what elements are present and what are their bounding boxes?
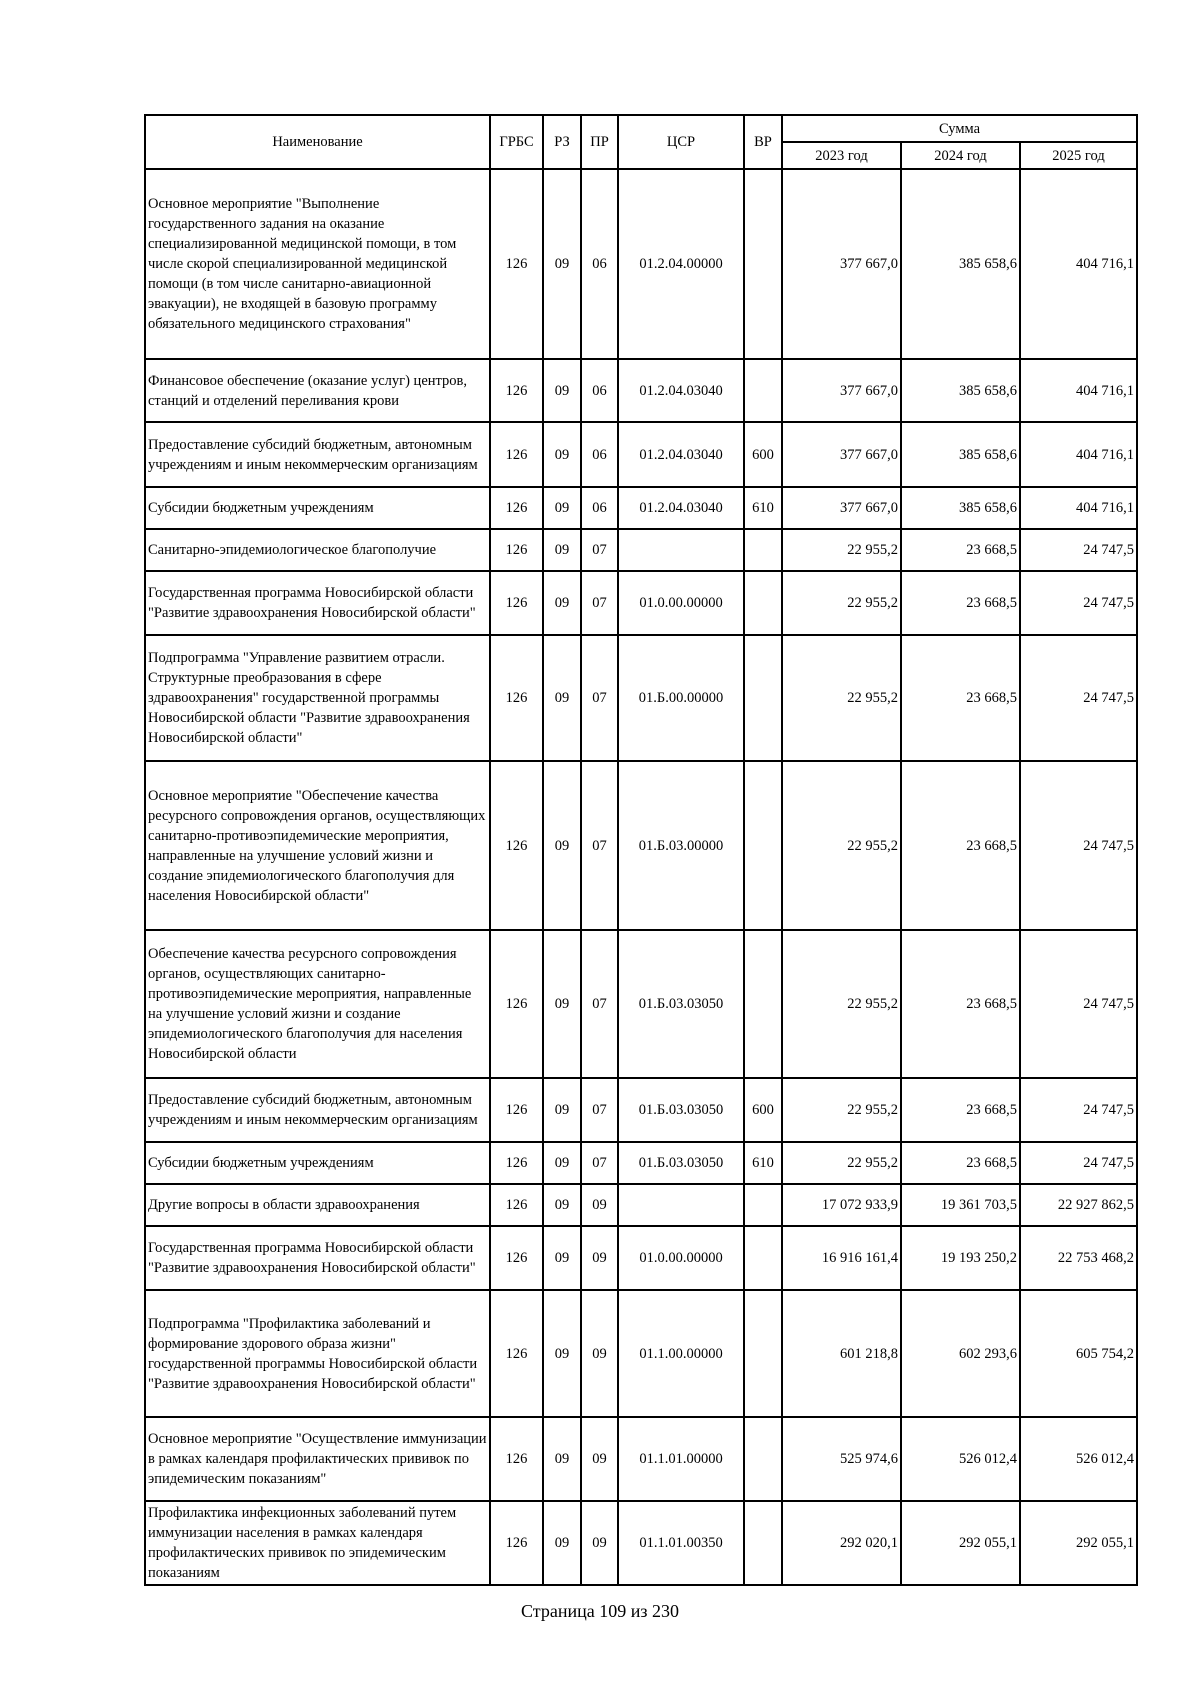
row-2025: 404 716,1: [1020, 487, 1137, 529]
row-vr: 600: [744, 422, 782, 487]
row-grbs: 126: [490, 1078, 543, 1142]
row-2025: 24 747,5: [1020, 1078, 1137, 1142]
row-vr: [744, 1290, 782, 1417]
row-2024: 385 658,6: [901, 422, 1020, 487]
row-2025: 292 055,1: [1020, 1501, 1137, 1585]
row-rz: 09: [543, 1078, 581, 1142]
row-name: Основное мероприятие "Осуществление иммунизации в рамках календаря профилактических прививок по эпидемическим показаниям": [145, 1417, 490, 1501]
row-name: Государственная программа Новосибирской области "Развитие здравоохранения Новосибирской области": [145, 571, 490, 635]
row-vr: 610: [744, 487, 782, 529]
row-pr: 07: [581, 571, 618, 635]
row-2023: 292 020,1: [782, 1501, 901, 1585]
row-csr: 01.0.00.00000: [618, 571, 744, 635]
row-name: Подпрограмма "Профилактика заболеваний и формирование здорового образа жизни" государственной программы Новосибирской области "Развитие здравоохранения Новосибирской области": [145, 1290, 490, 1417]
row-grbs: 126: [490, 761, 543, 930]
row-pr: 09: [581, 1226, 618, 1290]
row-2025: 22 927 862,5: [1020, 1184, 1137, 1226]
row-name: Основное мероприятие "Обеспечение качества ресурсного сопровождения органов, осуществляющих санитарно-противоэпидемические мероприятия, направленные на улучшение условий жизни и создание эпидемиологического благополучия для населения Новосибирской области": [145, 761, 490, 930]
row-vr: [744, 571, 782, 635]
row-grbs: 126: [490, 635, 543, 761]
row-grbs: 126: [490, 571, 543, 635]
row-grbs: 126: [490, 359, 543, 422]
row-rz: 09: [543, 635, 581, 761]
row-2023: 16 916 161,4: [782, 1226, 901, 1290]
row-2023: 22 955,2: [782, 930, 901, 1078]
row-grbs: 126: [490, 1142, 543, 1184]
row-2024: 385 658,6: [901, 169, 1020, 359]
row-pr: 06: [581, 422, 618, 487]
table-row: [145, 930, 1137, 1078]
table-row: [145, 169, 1137, 359]
row-2024: 19 193 250,2: [901, 1226, 1020, 1290]
row-name: Субсидии бюджетным учреждениям: [145, 1142, 490, 1184]
row-pr: 07: [581, 1078, 618, 1142]
row-name: Обеспечение качества ресурсного сопровождения органов, осуществляющих санитарно-противоэпидемические мероприятия, направленные на улучшение условий жизни и создание эпидемиологического благополучия для населения Новосибирской области: [145, 930, 490, 1078]
row-2023: 22 955,2: [782, 1078, 901, 1142]
row-pr: 07: [581, 635, 618, 761]
row-pr: 07: [581, 761, 618, 930]
row-vr: 610: [744, 1142, 782, 1184]
row-grbs: 126: [490, 1226, 543, 1290]
row-2023: 22 955,2: [782, 635, 901, 761]
row-rz: 09: [543, 1290, 581, 1417]
row-vr: [744, 359, 782, 422]
row-name: Субсидии бюджетным учреждениям: [145, 487, 490, 529]
row-rz: 09: [543, 1142, 581, 1184]
row-vr: [744, 930, 782, 1078]
header-2025: 2025 год: [1020, 142, 1137, 169]
table-row: [145, 571, 1137, 635]
header-csr: ЦСР: [618, 115, 744, 169]
row-csr: 01.Б.00.00000: [618, 635, 744, 761]
row-csr: 01.0.00.00000: [618, 1226, 744, 1290]
row-csr: 01.1.00.00000: [618, 1290, 744, 1417]
row-csr: 01.2.04.00000: [618, 169, 744, 359]
row-name: Предоставление субсидий бюджетным, автономным учреждениям и иным некоммерческим организациям: [145, 422, 490, 487]
row-2024: 292 055,1: [901, 1501, 1020, 1585]
table-row: [145, 1501, 1137, 1585]
table-row: [145, 1226, 1137, 1290]
row-csr: 01.2.04.03040: [618, 422, 744, 487]
row-2025: 24 747,5: [1020, 1142, 1137, 1184]
row-name: Профилактика инфекционных заболеваний путем иммунизации населения в рамках календаря профилактических прививок по эпидемическим показаниям: [145, 1501, 490, 1585]
row-vr: [744, 761, 782, 930]
row-grbs: 126: [490, 529, 543, 571]
row-2025: 24 747,5: [1020, 571, 1137, 635]
header-vr: ВР: [744, 115, 782, 169]
row-grbs: 126: [490, 1184, 543, 1226]
row-csr: [618, 1184, 744, 1226]
row-csr: 01.Б.03.00000: [618, 761, 744, 930]
table-row: [145, 487, 1137, 529]
row-vr: [744, 1417, 782, 1501]
table-row: [145, 761, 1137, 930]
row-2025: 24 747,5: [1020, 761, 1137, 930]
row-2023: 377 667,0: [782, 422, 901, 487]
row-rz: 09: [543, 169, 581, 359]
row-pr: 07: [581, 529, 618, 571]
row-2023: 17 072 933,9: [782, 1184, 901, 1226]
row-2023: 22 955,2: [782, 571, 901, 635]
table-row: [145, 1184, 1137, 1226]
row-name: Государственная программа Новосибирской области "Развитие здравоохранения Новосибирской области": [145, 1226, 490, 1290]
row-name: Предоставление субсидий бюджетным, автономным учреждениям и иным некоммерческим организациям: [145, 1078, 490, 1142]
row-2023: 22 955,2: [782, 761, 901, 930]
row-2025: 605 754,2: [1020, 1290, 1137, 1417]
row-vr: [744, 529, 782, 571]
row-pr: 09: [581, 1417, 618, 1501]
row-csr: 01.Б.03.03050: [618, 1078, 744, 1142]
row-rz: 09: [543, 1226, 581, 1290]
row-rz: 09: [543, 359, 581, 422]
header-2023: 2023 год: [782, 142, 901, 169]
table-row: [145, 422, 1137, 487]
row-pr: 06: [581, 487, 618, 529]
row-2024: 23 668,5: [901, 1142, 1020, 1184]
row-pr: 06: [581, 169, 618, 359]
row-name: Санитарно-эпидемиологическое благополучие: [145, 529, 490, 571]
page-number: Страница 109 из 230: [521, 1601, 679, 1621]
row-pr: 07: [581, 1142, 618, 1184]
row-2023: 22 955,2: [782, 529, 901, 571]
row-2023: 601 218,8: [782, 1290, 901, 1417]
row-csr: 01.1.01.00350: [618, 1501, 744, 1585]
row-2025: 22 753 468,2: [1020, 1226, 1137, 1290]
row-csr: 01.Б.03.03050: [618, 1142, 744, 1184]
row-2024: 385 658,6: [901, 359, 1020, 422]
row-grbs: 126: [490, 1417, 543, 1501]
table-row: [145, 635, 1137, 761]
row-grbs: 126: [490, 1501, 543, 1585]
row-2025: 24 747,5: [1020, 635, 1137, 761]
row-2024: 23 668,5: [901, 1078, 1020, 1142]
row-2025: 404 716,1: [1020, 422, 1137, 487]
row-pr: 06: [581, 359, 618, 422]
row-vr: [744, 169, 782, 359]
row-vr: [744, 635, 782, 761]
row-vr: [744, 1184, 782, 1226]
row-2024: 385 658,6: [901, 487, 1020, 529]
row-2023: 377 667,0: [782, 169, 901, 359]
row-grbs: 126: [490, 169, 543, 359]
budget-table-container: [144, 114, 1136, 1586]
header-name: Наименование: [145, 115, 490, 169]
table-row: [145, 1142, 1137, 1184]
row-2024: 19 361 703,5: [901, 1184, 1020, 1226]
row-grbs: 126: [490, 487, 543, 529]
row-grbs: 126: [490, 422, 543, 487]
row-name: Другие вопросы в области здравоохранения: [145, 1184, 490, 1226]
row-pr: 09: [581, 1184, 618, 1226]
row-2024: 23 668,5: [901, 761, 1020, 930]
table-row: [145, 529, 1137, 571]
row-rz: 09: [543, 487, 581, 529]
row-rz: 09: [543, 529, 581, 571]
row-vr: [744, 1501, 782, 1585]
row-2025: 24 747,5: [1020, 529, 1137, 571]
row-rz: 09: [543, 1184, 581, 1226]
row-2024: 526 012,4: [901, 1417, 1020, 1501]
row-2025: 404 716,1: [1020, 359, 1137, 422]
table-row: [145, 1417, 1137, 1501]
row-vr: 600: [744, 1078, 782, 1142]
row-csr: 01.2.04.03040: [618, 487, 744, 529]
table-row: [145, 1078, 1137, 1142]
row-rz: 09: [543, 930, 581, 1078]
row-grbs: 126: [490, 1290, 543, 1417]
row-rz: 09: [543, 1417, 581, 1501]
row-rz: 09: [543, 761, 581, 930]
row-pr: 09: [581, 1501, 618, 1585]
row-2023: 22 955,2: [782, 1142, 901, 1184]
table-row: [145, 1290, 1137, 1417]
table-row: [145, 359, 1137, 422]
row-2024: 602 293,6: [901, 1290, 1020, 1417]
row-2024: 23 668,5: [901, 571, 1020, 635]
row-2024: 23 668,5: [901, 635, 1020, 761]
row-csr: 01.2.04.03040: [618, 359, 744, 422]
row-2023: 377 667,0: [782, 487, 901, 529]
row-pr: 09: [581, 1290, 618, 1417]
row-csr: 01.Б.03.03050: [618, 930, 744, 1078]
row-2025: 24 747,5: [1020, 930, 1137, 1078]
header-rz: РЗ: [543, 115, 581, 169]
row-csr: 01.1.01.00000: [618, 1417, 744, 1501]
header-pr: ПР: [581, 115, 618, 169]
row-2024: 23 668,5: [901, 529, 1020, 571]
row-rz: 09: [543, 422, 581, 487]
header-grbs: ГРБС: [490, 115, 543, 169]
row-csr: [618, 529, 744, 571]
row-rz: 09: [543, 1501, 581, 1585]
row-2025: 404 716,1: [1020, 169, 1137, 359]
row-name: Финансовое обеспечение (оказание услуг) центров, станций и отделений переливания крови: [145, 359, 490, 422]
header-2024: 2024 год: [901, 142, 1020, 169]
row-2023: 525 974,6: [782, 1417, 901, 1501]
row-rz: 09: [543, 571, 581, 635]
row-2025: 526 012,4: [1020, 1417, 1137, 1501]
row-2023: 377 667,0: [782, 359, 901, 422]
row-vr: [744, 1226, 782, 1290]
row-grbs: 126: [490, 930, 543, 1078]
row-name: Основное мероприятие "Выполнение государственного задания на оказание специализированной медицинской помощи, в том числе скорой специализированной медицинской помощи (в том числе санитарно-авиационной эвакуации), не входящей в базовую программу обязательного медицинского страхования": [145, 169, 490, 359]
row-2024: 23 668,5: [901, 930, 1020, 1078]
row-pr: 07: [581, 930, 618, 1078]
row-name: Подпрограмма "Управление развитием отрасли. Структурные преобразования в сфере здравоохранения" государственной программы Новосибирской области "Развитие здравоохранения Новосибирской области": [145, 635, 490, 761]
header-sum: Сумма: [782, 115, 1137, 142]
budget-table: [144, 114, 1138, 1586]
